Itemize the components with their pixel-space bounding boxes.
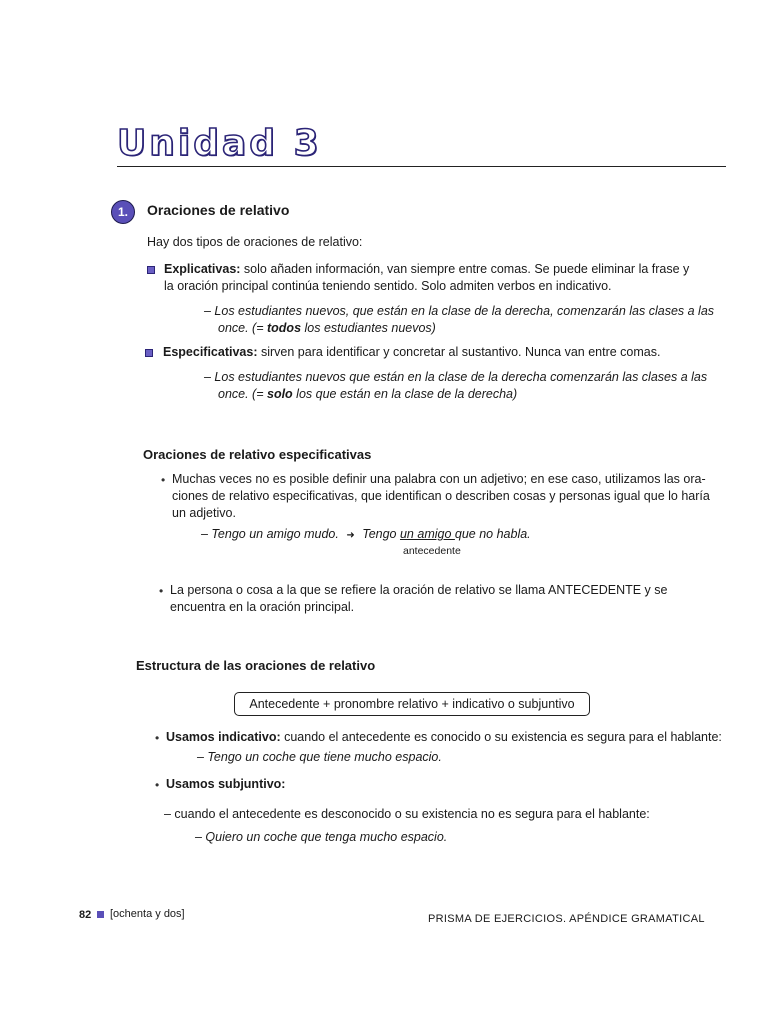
arrow-right-icon: ➜ (346, 530, 355, 541)
explicativas-line2: la oración principal continúa teniendo sentido. Solo admiten verbos en indicativo. (164, 279, 612, 293)
especificativas-bullet2-line1: La persona o cosa a la que se refiere la oración de relativo se llama ANTECEDENTE y se (170, 583, 668, 597)
especificativas-bullet2-line2: encuentra en la oración principal. (170, 600, 355, 614)
explicativas-example-2 (218, 320, 436, 337)
subjuntivo-label: Usamos subjuntivo: (166, 777, 286, 791)
explicativas-example-1: – Los estudiantes nuevos, que están en la clase de la derecha, comenzarán las clases a las (204, 304, 715, 318)
page-number: 82 (79, 909, 92, 921)
especificativas-line (163, 344, 660, 361)
bullet-icon: • (161, 473, 166, 487)
especificativas-label: Especificativas: (163, 345, 258, 359)
bullet-icon: • (155, 731, 160, 745)
indicativo-line (166, 729, 722, 746)
indicativo-text: cuando el antecedente es conocido o su existencia es segura para el hablante: (280, 730, 722, 744)
amigo-example (201, 526, 531, 544)
especificativas-bullet1-line3: un adjetivo. (172, 506, 236, 520)
section-number-badge: 1. (111, 200, 135, 224)
unit-title: Unidad 3 (117, 123, 322, 164)
structure-formula-box: Antecedente + pronombre relativo + indicativo o subjuntivo (234, 692, 590, 716)
especificativas-example-2a: once. (= (218, 387, 267, 401)
especificativas-bullet1-line2: ciones de relativo especificativas, que identifican o describen cosas y personas igual que lo haría (172, 489, 710, 503)
explicativas-example-2b: los estudiantes nuevos) (301, 321, 436, 335)
subjuntivo-example: – Quiero un coche que tenga mucho espacio. (195, 830, 448, 844)
footer-square-icon (97, 911, 104, 918)
title-divider (117, 166, 726, 167)
explicativas-example-bold: todos (267, 321, 302, 335)
especificativas-section-title: Oraciones de relativo especificativas (143, 447, 372, 462)
antecedente-label: antecedente (403, 545, 461, 557)
explicativas-example-2a: once. (= (218, 321, 267, 335)
explicativas-line1 (164, 261, 689, 278)
section-intro: Hay dos tipos de oraciones de relativo: (147, 235, 363, 249)
amigo-example-b-underlined: un amigo (399, 527, 455, 541)
especificativas-example-2b: los que están en la clase de la derecha) (292, 387, 518, 401)
bullet-icon: • (155, 778, 160, 792)
estructura-section-title: Estructura de las oraciones de relativo (136, 658, 376, 673)
especificativas-text: sirven para identificar y concretar al sustantivo. Nunca van entre comas. (257, 345, 661, 359)
especificativas-example-1: – Los estudiantes nuevos que están en la clase de la derecha comenzarán las clases a las (204, 370, 708, 384)
amigo-example-b-pre: Tengo (362, 527, 400, 541)
amigo-example-a: – Tengo un amigo mudo. (201, 527, 339, 541)
section-title: Oraciones de relativo (147, 202, 290, 218)
square-bullet-icon (147, 266, 155, 274)
bullet-icon: • (159, 584, 164, 598)
especificativas-bullet1-line1: Muchas veces no es posible definir una palabra con un adjetivo; en ese caso, utilizamos las ora- (172, 472, 706, 486)
subjuntivo-text: – cuando el antecedente es desconocido o su existencia no es segura para el hablante: (164, 807, 650, 821)
indicativo-label: Usamos indicativo: (166, 730, 281, 744)
amigo-example-b-post: que no habla. (454, 527, 531, 541)
explicativas-text-1: solo añaden información, van siempre entre comas. Se puede eliminar la frase y (240, 262, 690, 276)
especificativas-example-2 (218, 386, 517, 403)
page-number-words: [ochenta y dos] (110, 908, 185, 920)
especificativas-example-bold: solo (267, 387, 293, 401)
indicativo-example: – Tengo un coche que tiene mucho espacio. (197, 750, 442, 764)
explicativas-label: Explicativas: (164, 262, 241, 276)
book-title: PRISMA DE EJERCICIOS. APÉNDICE GRAMATICAL (428, 913, 705, 925)
square-bullet-icon (145, 349, 153, 357)
